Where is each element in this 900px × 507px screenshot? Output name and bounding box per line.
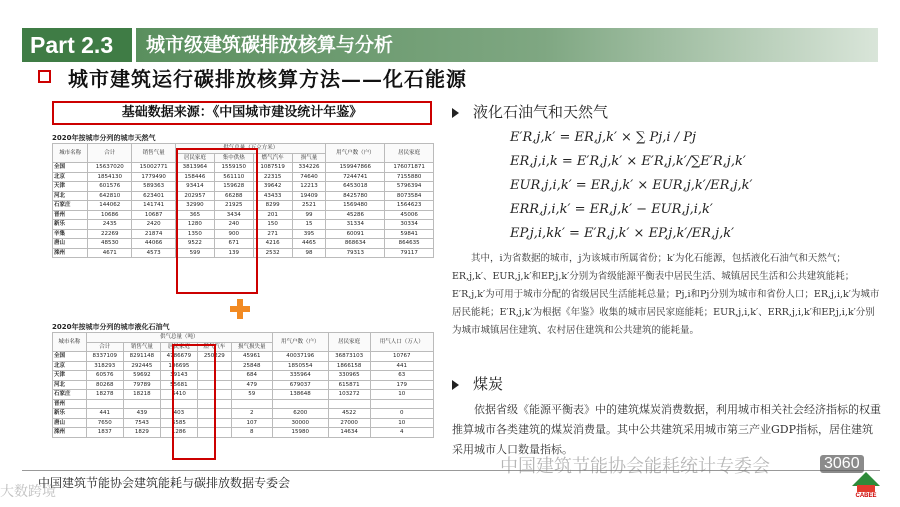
table-row (53, 163, 434, 173)
slide-subtitle: 城市建筑运行碳排放核算方法——化石能源 (68, 67, 467, 91)
city-name-cell: 天津 (53, 371, 87, 381)
table-cell: 80268 (86, 380, 123, 390)
table-cell: 318293 (86, 361, 123, 371)
table-cell: 4573 (132, 248, 176, 258)
table-cell: 202957 (175, 191, 214, 201)
table-cell: 176071871 (385, 163, 434, 173)
table-cell: 3434 (214, 210, 253, 220)
table-cell: 10767 (370, 352, 433, 362)
table-cell: 671 (214, 239, 253, 249)
table-cell: 12213 (292, 182, 326, 192)
table-row (53, 210, 434, 220)
table-cell: 15637020 (88, 163, 132, 173)
city-name-cell: 全国 (53, 352, 87, 362)
table-cell: 1280 (175, 220, 214, 230)
table-cell: 22315 (253, 172, 292, 182)
city-name-cell: 滦州 (53, 428, 87, 438)
table-row (53, 248, 434, 258)
table-cell: 1779490 (132, 172, 176, 182)
city-name-cell: 河北 (53, 380, 87, 390)
table-header: 城市名称 (53, 144, 88, 163)
table-cell: 599 (175, 248, 214, 258)
table-row (53, 229, 434, 239)
city-name-cell: 晋州 (53, 210, 88, 220)
table-cell: 1569480 (326, 201, 385, 211)
table-cell: 292445 (123, 361, 160, 371)
city-name-cell: 石家庄 (53, 201, 88, 211)
table-cell: 59841 (385, 229, 434, 239)
table-cell: 1564623 (385, 201, 434, 211)
table-cell: 250229 (197, 352, 231, 362)
table-cell: 15002771 (132, 163, 176, 173)
table-cell: 98 (292, 248, 326, 258)
table-cell: 1087519 (253, 163, 292, 173)
table-header: 损气损失量 (231, 342, 272, 352)
table-row (53, 409, 434, 419)
table-cell: 59 (231, 390, 272, 400)
square-bullet-icon (38, 70, 51, 83)
table-header: 燃气汽车 (197, 342, 231, 352)
city-name-cell: 晋州 (53, 399, 87, 409)
table-cell: 99 (292, 210, 326, 220)
table-row (53, 399, 434, 409)
table-cell: 74640 (292, 172, 326, 182)
table-cell: 2435 (88, 220, 132, 230)
cabee-logo (850, 470, 882, 498)
coal-section (452, 372, 884, 396)
table-header: 燃气汽车 (253, 153, 292, 163)
table-row (53, 380, 434, 390)
table-cell: 4216 (253, 239, 292, 249)
table-cell: 1559150 (214, 163, 253, 173)
table-cell: 138648 (272, 390, 328, 400)
table-header: 销售气量 (132, 144, 176, 163)
table-cell: 40037196 (272, 352, 328, 362)
watermark: 大数跨境 (0, 484, 56, 500)
table-header: 城市名称 (53, 333, 87, 352)
table-cell: 7650 (86, 418, 123, 428)
table-cell: 5796394 (385, 182, 434, 192)
table-header: 用气户数（户） (272, 333, 328, 352)
table-cell: 15980 (272, 428, 328, 438)
table-row (53, 182, 434, 192)
table-cell: 139 (214, 248, 253, 258)
table-cell: 25848 (231, 361, 272, 371)
table-cell: 45961 (231, 352, 272, 362)
table-cell: 106695 (160, 361, 197, 371)
table-cell: 365 (175, 210, 214, 220)
table-cell (197, 380, 231, 390)
table-cell (370, 399, 433, 409)
section-title: 城市级建筑碳排放核算与分析 (136, 28, 878, 62)
method-panel (452, 100, 884, 124)
table-cell: 201 (253, 210, 292, 220)
table-header: 用气人口（万人） (370, 333, 433, 352)
table-cell: 10 (370, 418, 433, 428)
table-group-header: 供气总量（吨） (86, 333, 272, 343)
table-cell (328, 399, 370, 409)
table-row (53, 352, 434, 362)
table-cell: 44066 (132, 239, 176, 249)
table-cell: 439 (123, 409, 160, 419)
table-cell: 6410 (160, 390, 197, 400)
table-cell: 7155880 (385, 172, 434, 182)
table-cell: 1850554 (272, 361, 328, 371)
table-cell (197, 361, 231, 371)
table-caption: 2020年按城市分列的城市液化石油气 (52, 323, 170, 331)
table-cell: 8 (231, 428, 272, 438)
table-cell: 900 (214, 229, 253, 239)
table-row (53, 428, 434, 438)
table-header: 销售气量 (123, 342, 160, 352)
table-cell: 141741 (132, 201, 176, 211)
table-cell: 48530 (88, 239, 132, 249)
table-cell: 21925 (214, 201, 253, 211)
svg-text:CABEE: CABEE (855, 493, 877, 498)
table-cell: 623401 (132, 191, 176, 201)
table-cell: 4465 (292, 239, 326, 249)
table-cell: 21874 (132, 229, 176, 239)
city-name-cell: 滦州 (53, 248, 88, 258)
table-cell: 1350 (175, 229, 214, 239)
table-cell: 864635 (385, 239, 434, 249)
table-cell: 60091 (326, 229, 385, 239)
table-row (53, 172, 434, 182)
table-cell: 2420 (132, 220, 176, 230)
table-cell: 59692 (123, 371, 160, 381)
table-header: 居民家庭 (175, 153, 214, 163)
table-cell: 4671 (88, 248, 132, 258)
table-cell: 642810 (88, 191, 132, 201)
table-cell: 103272 (328, 390, 370, 400)
formula: ER,j,i,k = E′R,j,k′ × E′R,j,k′/∑E′R,j,k′ (510, 154, 746, 169)
table-cell: 9522 (175, 239, 214, 249)
table-cell: 868634 (326, 239, 385, 249)
table-cell: 93414 (175, 182, 214, 192)
part-label: Part 2.3 (22, 28, 132, 62)
footer-organization: 中国建筑节能协会建筑能耗与碳排放数据专委会 (38, 476, 291, 490)
table-cell: 441 (370, 361, 433, 371)
table-cell: 60576 (86, 371, 123, 381)
table-cell: 18218 (123, 390, 160, 400)
table-cell: 10 (370, 390, 433, 400)
table-cell: 45006 (385, 210, 434, 220)
city-name-cell: 辛集 (53, 229, 88, 239)
table-cell: 55681 (160, 380, 197, 390)
lpg-table (52, 322, 434, 438)
table-row (53, 390, 434, 400)
city-name-cell: 新乐 (53, 409, 87, 419)
table-cell: 32990 (175, 201, 214, 211)
table-row (53, 418, 434, 428)
table-row (53, 191, 434, 201)
table-cell: 8425780 (326, 191, 385, 201)
table-row (53, 239, 434, 249)
table-caption: 2020年按城市分列的城市天然气 (52, 134, 156, 142)
table-cell: 39143 (160, 371, 197, 381)
table-cell: 441 (86, 409, 123, 419)
table-cell (197, 418, 231, 428)
table-cell: 27000 (328, 418, 370, 428)
table-cell: 271 (253, 229, 292, 239)
table-cell: 4786679 (160, 352, 197, 362)
table-cell: 66288 (214, 191, 253, 201)
table-cell: 1829 (123, 428, 160, 438)
table-cell: 240 (214, 220, 253, 230)
table-cell: 30000 (272, 418, 328, 428)
table-cell (197, 409, 231, 419)
section-heading: 液化石油气和天然气 (452, 100, 884, 124)
table-header: 用气户数（户） (326, 144, 385, 163)
table-header: 损气量 (292, 153, 326, 163)
city-name-cell: 全国 (53, 163, 88, 173)
table-cell: 18278 (86, 390, 123, 400)
formula: E′R,j,k′ = ER,j,k′ × ∑ Pj,i / Pj (510, 130, 696, 145)
table-cell: 15 (292, 220, 326, 230)
table-cell: 31334 (326, 220, 385, 230)
city-name-cell: 天津 (53, 182, 88, 192)
table-cell: 144062 (88, 201, 132, 211)
table-cell: 0 (370, 409, 433, 419)
table-cell: 6585 (160, 418, 197, 428)
page-number: 3060 (820, 455, 864, 473)
table-cell: 79789 (123, 380, 160, 390)
table-header: 居民家庭 (328, 333, 370, 352)
table-header: 合计 (86, 342, 123, 352)
table-cell: 589363 (132, 182, 176, 192)
table-cell (197, 390, 231, 400)
table-header: 集中供热 (214, 153, 253, 163)
table-cell: 8291148 (123, 352, 160, 362)
table-row (53, 371, 434, 381)
table-cell: 395 (292, 229, 326, 239)
city-name-cell: 北京 (53, 172, 88, 182)
table-cell: 159628 (214, 182, 253, 192)
table-cell: 22269 (88, 229, 132, 239)
city-name-cell: 河北 (53, 191, 88, 201)
table-cell: 7543 (123, 418, 160, 428)
table-cell: 6200 (272, 409, 328, 419)
table-cell: 679037 (272, 380, 328, 390)
table-cell: 8337109 (86, 352, 123, 362)
table-cell (86, 399, 123, 409)
formula: ERR,j,i,k′ = ER,j,k′ − EUR,j,i,k′ (510, 202, 713, 217)
arrow-bullet-icon (452, 380, 459, 390)
arrow-bullet-icon (452, 108, 459, 118)
table-cell: 4522 (328, 409, 370, 419)
table-cell: 4 (370, 428, 433, 438)
table-row (53, 201, 434, 211)
table-cell: 158446 (175, 172, 214, 182)
table-group-header: 供气总量（万立方米） (175, 144, 326, 154)
table-cell: 14634 (328, 428, 370, 438)
table-cell: 479 (231, 380, 272, 390)
table-cell: 561110 (214, 172, 253, 182)
table-cell: 179 (370, 380, 433, 390)
table-cell (160, 399, 197, 409)
table-row (53, 361, 434, 371)
table-cell: 150 (253, 220, 292, 230)
table-cell: 107 (231, 418, 272, 428)
city-name-cell: 唐山 (53, 418, 87, 428)
table-cell: 79313 (326, 248, 385, 258)
coal-description: 依据省级《能源平衡表》中的建筑煤炭消费数据，利用城市相关社会经济指标的权重推算城市各类建筑的煤炭消费量。其中公共建筑采用城市第三产业GDP指标，居住建筑采用城市人口数量指标。 (452, 403, 881, 456)
table-row (53, 220, 434, 230)
table-cell: 1866158 (328, 361, 370, 371)
table-cell: 334226 (292, 163, 326, 173)
table-cell: 8299 (253, 201, 292, 211)
table-cell: 403 (160, 409, 197, 419)
table-cell (272, 399, 328, 409)
city-name-cell: 北京 (53, 361, 87, 371)
table-cell: 10687 (132, 210, 176, 220)
table-cell: 335964 (272, 371, 328, 381)
table-cell (231, 399, 272, 409)
table-cell: 2532 (253, 248, 292, 258)
table-cell: 1837 (86, 428, 123, 438)
table-cell: 7244741 (326, 172, 385, 182)
table-header: 居民家庭 (385, 144, 434, 163)
table-cell: 30334 (385, 220, 434, 230)
table-header: 合计 (88, 144, 132, 163)
table-cell (123, 399, 160, 409)
city-name-cell: 新乐 (53, 220, 88, 230)
formula-explanation: 其中，i为省数据的城市，j为该城市所属省份；k′为化石能源，包括液化石油气和天然气；ER,j,k′、EUR,j,k′和EP,j,k′分别为省级能源平衡表中居民生活、城镇居民生活和公共建筑能耗；E′R,j,k′为可用于城市分配的省级居民生活能耗总量；Pj,i和Pj分别为城市和省份人口；ER,j,i,k′为城市居民能耗；E′R,j,k′为根据《年鉴》收集的城市居民家庭能耗；EUR,j,i,k′、ERR,j,i,k′和EP,j,i,k′分别为城市城镇居住建筑、农村居住建筑和公共建筑的能耗量。 (452, 253, 880, 336)
table-cell: 8073584 (385, 191, 434, 201)
table-cell: 6453018 (326, 182, 385, 192)
table-cell: 159947866 (326, 163, 385, 173)
watermark: 中国建筑节能协会能耗统计专委会 (500, 456, 770, 477)
formula: EUR,j,i,k′ = ER,j,k′ × EUR,j,k′/ER,j,k′ (510, 178, 753, 193)
table-cell: 1854130 (88, 172, 132, 182)
city-name-cell: 唐山 (53, 239, 88, 249)
data-source-label: 基础数据来源：《中国城市建设统计年鉴》 (52, 101, 432, 125)
section-heading: 煤炭 (452, 372, 884, 396)
natural-gas-table (52, 133, 434, 258)
table-cell: 79117 (385, 248, 434, 258)
city-name-cell: 石家庄 (53, 390, 87, 400)
table-header: 居民家庭 (160, 342, 197, 352)
table-cell (197, 371, 231, 381)
table-cell: 39642 (253, 182, 292, 192)
table-cell: 2521 (292, 201, 326, 211)
table-cell: 10686 (88, 210, 132, 220)
table-cell: 684 (231, 371, 272, 381)
table-cell: 3813964 (175, 163, 214, 173)
table-cell: 601576 (88, 182, 132, 192)
table-cell (197, 428, 231, 438)
table-cell: 63 (370, 371, 433, 381)
table-cell: 330965 (328, 371, 370, 381)
table-cell: 615871 (328, 380, 370, 390)
table-cell: 1286 (160, 428, 197, 438)
formula: EP,j,i,kk′ = E′R,j,k′ × EP,j,k′/ER,j,k′ (510, 226, 735, 241)
table-cell: 2 (231, 409, 272, 419)
table-cell: 43433 (253, 191, 292, 201)
table-cell: 36873103 (328, 352, 370, 362)
table-cell: 19409 (292, 191, 326, 201)
table-cell (197, 399, 231, 409)
table-cell: 45286 (326, 210, 385, 220)
plus-icon (230, 299, 250, 319)
